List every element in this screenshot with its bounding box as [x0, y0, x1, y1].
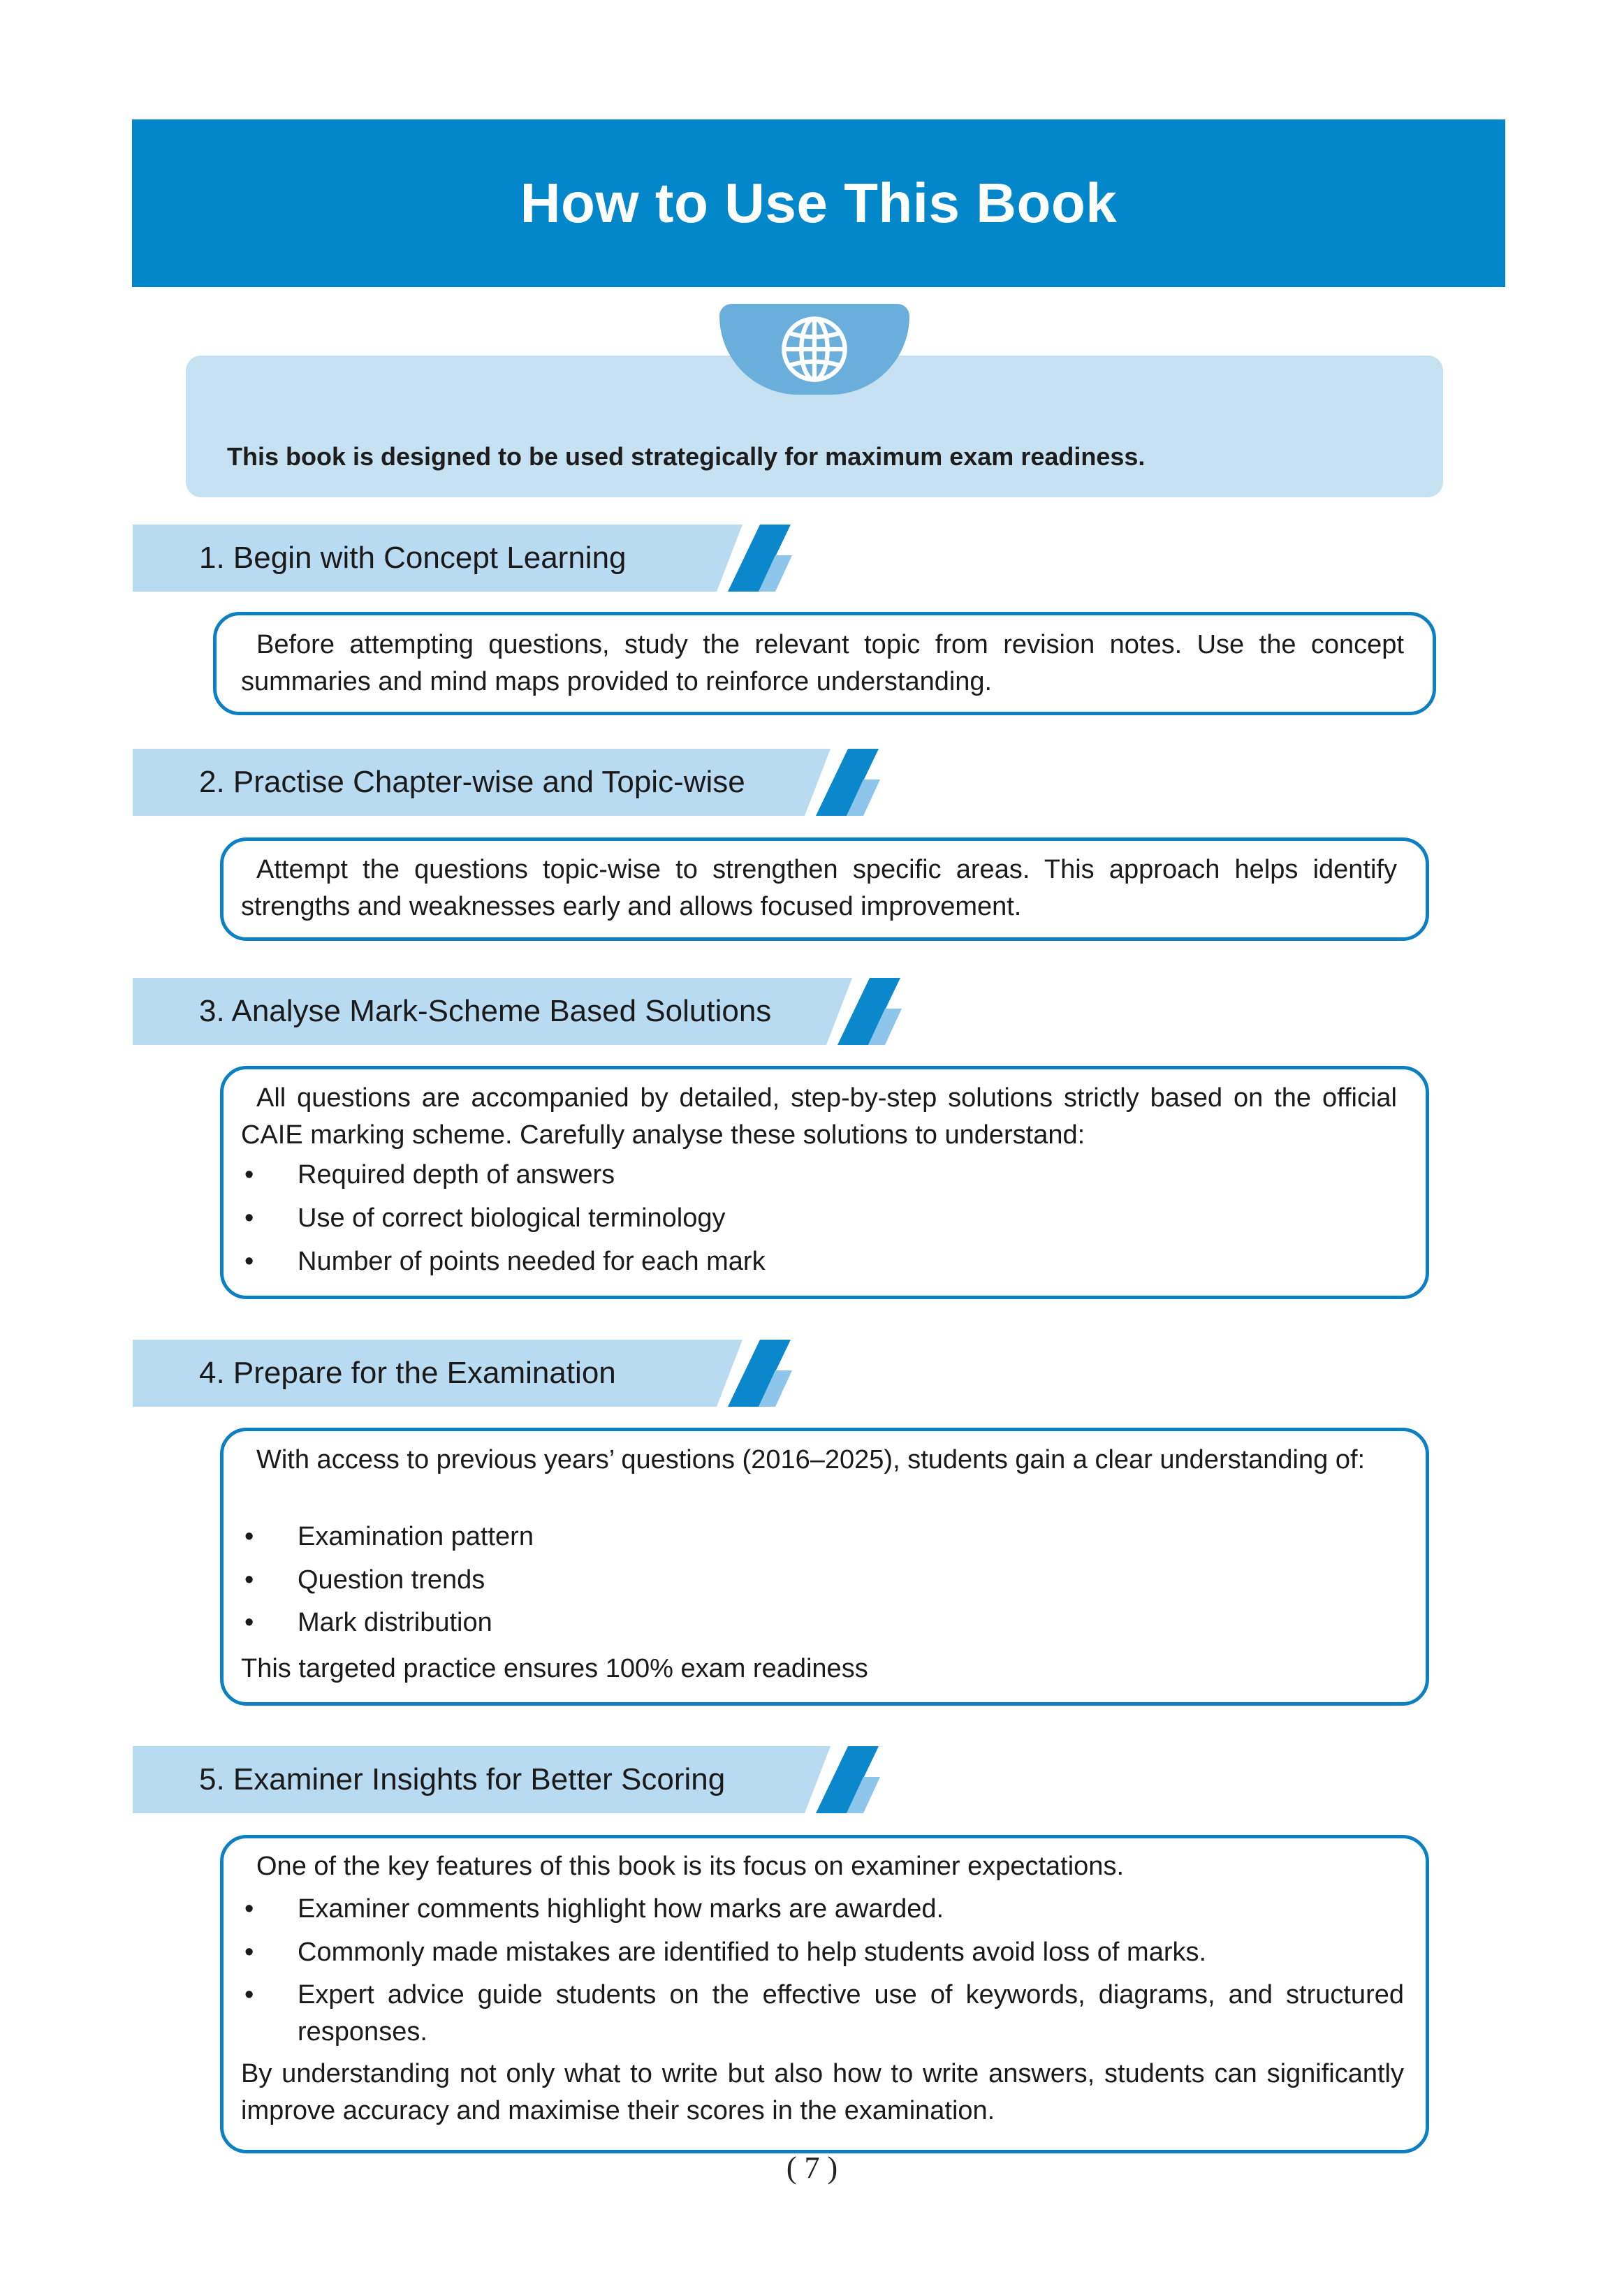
- section-heading-2: [133, 749, 845, 816]
- page-number: ( 7 ): [786, 2151, 838, 2185]
- section-heading-4: [133, 1340, 796, 1407]
- page-title: How to Use This Book: [520, 172, 1118, 234]
- bullet-dot: •: [244, 1980, 254, 2010]
- bullet-dot: •: [244, 1608, 254, 1637]
- bullet-dot: •: [244, 1938, 254, 1967]
- section-paragraph: Before attempting questions, study the relevant topic from revision notes. Use the concept summaries and mind maps provided to reinforce understanding.: [241, 630, 1404, 696]
- list-item-text: Required depth of answers: [298, 1160, 615, 1189]
- section-paragraph: All questions are accompanied by detailed, step-by-step solutions strictly based on the official CAIE marking scheme. Carefully analyse these solutions to understand:: [241, 1083, 1397, 1150]
- section-heading-3: [133, 978, 866, 1045]
- section-heading-label: 2. Practise Chapter-wise and Topic-wise: [199, 765, 745, 799]
- list-item-text: Examiner comments highlight how marks are awarded.: [298, 1894, 944, 1924]
- bullet-dot: •: [244, 1894, 254, 1924]
- section-paragraph: With access to previous years’ questions (2016–2025), students gain a clear understanding of:: [256, 1445, 1366, 1474]
- bullet-dot: •: [244, 1160, 254, 1189]
- intro-text: This book is designed to be used strategically for maximum exam readiness.: [227, 442, 1146, 471]
- section-closing: This targeted practice ensures 100% exam readiness: [241, 1654, 868, 1683]
- section-heading-1: [133, 525, 796, 592]
- list-item-text: Examination pattern: [298, 1522, 534, 1551]
- bullet-dot: •: [244, 1203, 254, 1233]
- section-heading-label: 5. Examiner Insights for Better Scoring: [199, 1762, 726, 1796]
- globe-icon: [778, 313, 851, 386]
- list-item-text: Mark distribution: [298, 1608, 492, 1637]
- list-item-text: Number of points needed for each mark: [298, 1247, 766, 1276]
- list-item-text: Commonly made mistakes are identified to help students avoid loss of marks.: [298, 1938, 1207, 1967]
- section-heading-5: [133, 1746, 866, 1813]
- bullet-dot: •: [244, 1522, 254, 1551]
- section-paragraph: Attempt the questions topic-wise to strengthen specific areas. This approach helps identify strengths and weaknesses early and allows focused improvement.: [241, 855, 1397, 921]
- list-item-text: Expert advice guide students on the effective use of keywords, diagrams, and structured responses.: [298, 1980, 1404, 2047]
- section-heading-label: 4. Prepare for the Examination: [199, 1356, 616, 1390]
- section-paragraph: One of the key features of this book is its focus on examiner expectations.: [256, 1852, 1124, 1881]
- section-closing: By understanding not only what to write but also how to write answers, students can significantly improve accuracy and maximise their scores in the examination.: [241, 2059, 1404, 2125]
- section-heading-label: 1. Begin with Concept Learning: [199, 541, 627, 575]
- list-item-text: Use of correct biological terminology: [298, 1203, 726, 1233]
- section-heading-label: 3. Analyse Mark-Scheme Based Solutions: [199, 994, 772, 1028]
- bullet-dot: •: [244, 1247, 254, 1276]
- title-banner: [132, 119, 1505, 287]
- list-item-text: Question trends: [298, 1565, 485, 1595]
- bullet-dot: •: [244, 1565, 254, 1595]
